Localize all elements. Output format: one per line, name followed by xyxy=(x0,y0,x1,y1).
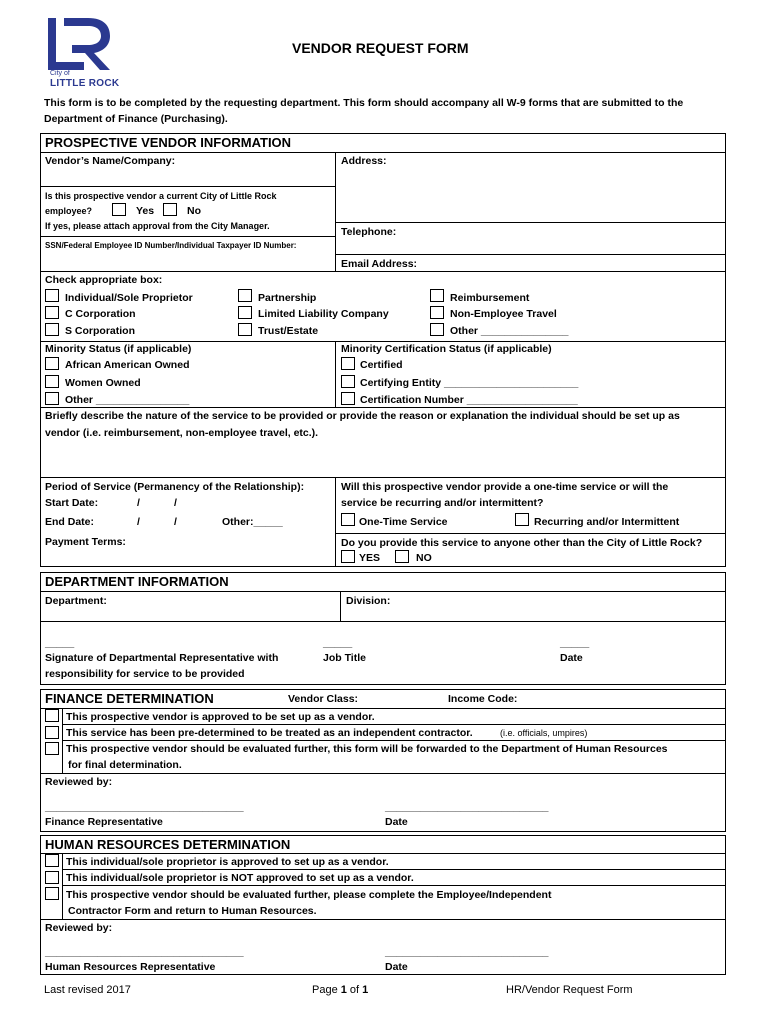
finance-approved-checkbox[interactable] xyxy=(45,709,59,722)
footer-revised: Last revised 2017 xyxy=(44,984,131,996)
african-american-checkbox[interactable] xyxy=(45,357,59,370)
employee-yes-checkbox[interactable] xyxy=(112,203,126,216)
form-title: VENDOR REQUEST FORM xyxy=(292,40,469,56)
finance-approved-label: This prospective vendor is approved to be set up as a vendor. xyxy=(66,711,375,723)
logo-line-city: City of xyxy=(50,70,70,77)
vendor-class-label: Vendor Class: xyxy=(288,693,359,705)
footer-page-number: 1 xyxy=(340,984,347,996)
partnership-label: Partnership xyxy=(258,292,317,304)
hr-signature-line: __________________________________ xyxy=(45,946,244,958)
end-date-slash-2: / xyxy=(174,516,177,528)
reimbursement-checkbox[interactable] xyxy=(430,289,444,302)
c-corp-checkbox[interactable] xyxy=(45,306,59,319)
partnership-checkbox[interactable] xyxy=(238,289,252,302)
individual-checkbox[interactable] xyxy=(45,289,59,302)
one-time-checkbox[interactable] xyxy=(341,513,355,526)
footer-page-total: 1 xyxy=(362,984,369,996)
ssn-label: SSN/Federal Employee ID Number/Individual Taxpayer ID Number: xyxy=(45,241,297,250)
trust-label: Trust/Estate xyxy=(258,325,319,337)
s-corp-checkbox[interactable] xyxy=(45,323,59,336)
non-employee-travel-label: Non-Employee Travel xyxy=(450,308,557,320)
minority-status-label: Minority Status (if applicable) xyxy=(45,343,192,355)
finance-evaluate-checkbox[interactable] xyxy=(45,742,59,755)
hr-evaluate-checkbox[interactable] xyxy=(45,887,59,900)
minority-cert-label: Minority Certification Status (if applicable) xyxy=(341,343,552,355)
women-owned-checkbox[interactable] xyxy=(45,375,59,388)
finance-date-label: Date xyxy=(385,816,408,828)
recurring-checkbox[interactable] xyxy=(515,513,529,526)
employee-note: If yes, please attach approval from the City Manager. xyxy=(45,221,270,231)
hr-evaluate-label-2: Contractor Form and return to Human Resources. xyxy=(68,905,317,917)
footer-page xyxy=(312,984,368,996)
vendor-name-label: Vendor’s Name/Company: xyxy=(45,155,176,167)
employee-yes-label: Yes xyxy=(136,205,155,217)
provide-yes-label: YES xyxy=(359,552,381,564)
end-date-slash-1: / xyxy=(137,516,140,528)
end-date-label: End Date: xyxy=(45,516,95,528)
period-other-label: Other:_____ xyxy=(222,516,283,528)
one-time-question-1: Will this prospective vendor provide a one-time service or will the xyxy=(341,481,669,493)
department-date-label: Date xyxy=(560,652,583,664)
certified-checkbox[interactable] xyxy=(341,357,355,370)
employee-no-label: No xyxy=(187,205,201,217)
period-label: Period of Service (Permanency of the Relationship): xyxy=(45,481,305,493)
start-date-label: Start Date: xyxy=(45,497,99,509)
footer-form-name: HR/Vendor Request Form xyxy=(506,984,633,996)
start-date-slash-2: / xyxy=(174,497,177,509)
one-time-question-2: service be recurring and/or intermittent? xyxy=(341,497,544,509)
finance-contractor-checkbox[interactable] xyxy=(45,726,59,739)
finance-evaluate-label-1: This prospective vendor should be evaluated further, this form will be forwarded to the Department of Human Resources xyxy=(66,743,668,755)
address-label: Address: xyxy=(341,155,387,167)
other-type-checkbox[interactable] xyxy=(430,323,444,336)
finance-date-line: ____________________________ xyxy=(385,801,549,813)
start-date-slash-1: / xyxy=(137,497,140,509)
s-corp-label: S Corporation xyxy=(65,325,135,337)
individual-label: Individual/Sole Proprietor xyxy=(65,292,193,304)
signature-blank: _____ xyxy=(45,637,75,649)
hr-not-approved-checkbox[interactable] xyxy=(45,871,59,884)
provide-no-checkbox[interactable] xyxy=(395,550,409,563)
job-title-blank: _____ xyxy=(323,637,353,649)
signature-label-1: Signature of Departmental Representative with xyxy=(45,652,279,664)
hr-approved-label: This individual/sole proprietor is approved to set up as a vendor. xyxy=(66,856,389,868)
cert-number-label: Certification Number ___________________ xyxy=(360,394,578,406)
describe-line-1: Briefly describe the nature of the service to be provided or provide the reason or explanation the individual should be set up as xyxy=(45,410,680,422)
hr-reviewed-label: Reviewed by: xyxy=(45,922,113,934)
logo-line-little-rock: LITTLE ROCK xyxy=(50,78,120,89)
c-corp-label: C Corporation xyxy=(65,308,136,320)
certified-label: Certified xyxy=(360,359,403,371)
describe-line-2: vendor (i.e. reimbursement, non-employee travel, etc.). xyxy=(45,427,319,439)
prospective-heading: PROSPECTIVE VENDOR INFORMATION xyxy=(45,135,292,150)
department-label: Department: xyxy=(45,595,107,607)
finance-evaluate-label-2: for final determination. xyxy=(68,759,182,771)
finance-contractor-label: This service has been pre-determined to be treated as an independent contractor. xyxy=(66,727,473,739)
employee-no-checkbox[interactable] xyxy=(163,203,177,216)
intro-line-1: This form is to be completed by the requesting department. This form should accompany all W-9 forms that are submitted to the xyxy=(44,97,684,109)
finance-heading: FINANCE DETERMINATION xyxy=(45,691,214,706)
department-heading: DEPARTMENT INFORMATION xyxy=(45,574,229,589)
footer-page-prefix: Page xyxy=(312,984,341,996)
women-owned-label: Women Owned xyxy=(65,377,141,389)
llc-checkbox[interactable] xyxy=(238,306,252,319)
footer-page-of: of xyxy=(346,984,363,996)
minority-other-checkbox[interactable] xyxy=(45,392,59,405)
division-label: Division: xyxy=(346,595,391,607)
job-title-label: Job Title xyxy=(323,652,366,664)
other-type-label: Other _______________ xyxy=(450,325,569,337)
hr-date-label: Date xyxy=(385,961,408,973)
reimbursement-label: Reimbursement xyxy=(450,292,530,304)
hr-heading: HUMAN RESOURCES DETERMINATION xyxy=(45,837,291,852)
finance-signature-line: __________________________________ xyxy=(45,801,244,813)
signature-label-2: responsibility for service to be provided xyxy=(45,668,245,680)
hr-not-approved-label: This individual/sole proprietor is NOT approved to set up as a vendor. xyxy=(66,872,414,884)
one-time-label: One-Time Service xyxy=(359,516,448,528)
llc-label: Limited Liability Company xyxy=(258,308,389,320)
finance-contractor-note: (i.e. officials, umpires) xyxy=(500,728,588,738)
describe-input[interactable] xyxy=(42,442,724,476)
check-appropriate-label: Check appropriate box: xyxy=(45,274,163,286)
employee-question: Is this prospective vendor a current City of Little Rock xyxy=(45,191,277,201)
telephone-label: Telephone: xyxy=(341,226,397,238)
certifying-entity-label: Certifying Entity _______________________ xyxy=(360,377,579,389)
income-code-label: Income Code: xyxy=(448,693,518,705)
provide-yes-checkbox[interactable] xyxy=(341,550,355,563)
date-blank: _____ xyxy=(560,637,590,649)
recurring-label: Recurring and/or Intermittent xyxy=(534,516,680,528)
african-american-label: African American Owned xyxy=(65,359,190,371)
non-employee-travel-checkbox[interactable] xyxy=(430,306,444,319)
provide-question: Do you provide this service to anyone other than the City of Little Rock? xyxy=(341,537,703,549)
finance-rep-label: Finance Representative xyxy=(45,816,163,828)
hr-approved-checkbox[interactable] xyxy=(45,854,59,867)
hr-date-line: ____________________________ xyxy=(385,946,549,958)
hr-evaluate-label-1: This prospective vendor should be evaluated further, please complete the Employee/Independent xyxy=(66,889,552,901)
hr-rep-label: Human Resources Representative xyxy=(45,961,216,973)
provide-no-label: NO xyxy=(416,552,432,564)
certifying-entity-checkbox[interactable] xyxy=(341,375,355,388)
cert-number-checkbox[interactable] xyxy=(341,392,355,405)
email-label: Email Address: xyxy=(341,258,418,270)
finance-reviewed-label: Reviewed by: xyxy=(45,776,113,788)
employee-question-2: employee? xyxy=(45,206,93,216)
intro-line-2: Department of Finance (Purchasing). xyxy=(44,113,228,125)
payment-terms-label: Payment Terms: xyxy=(45,536,126,548)
minority-other-label: Other ________________ xyxy=(65,394,190,406)
trust-checkbox[interactable] xyxy=(238,323,252,336)
city-logo xyxy=(44,14,120,90)
